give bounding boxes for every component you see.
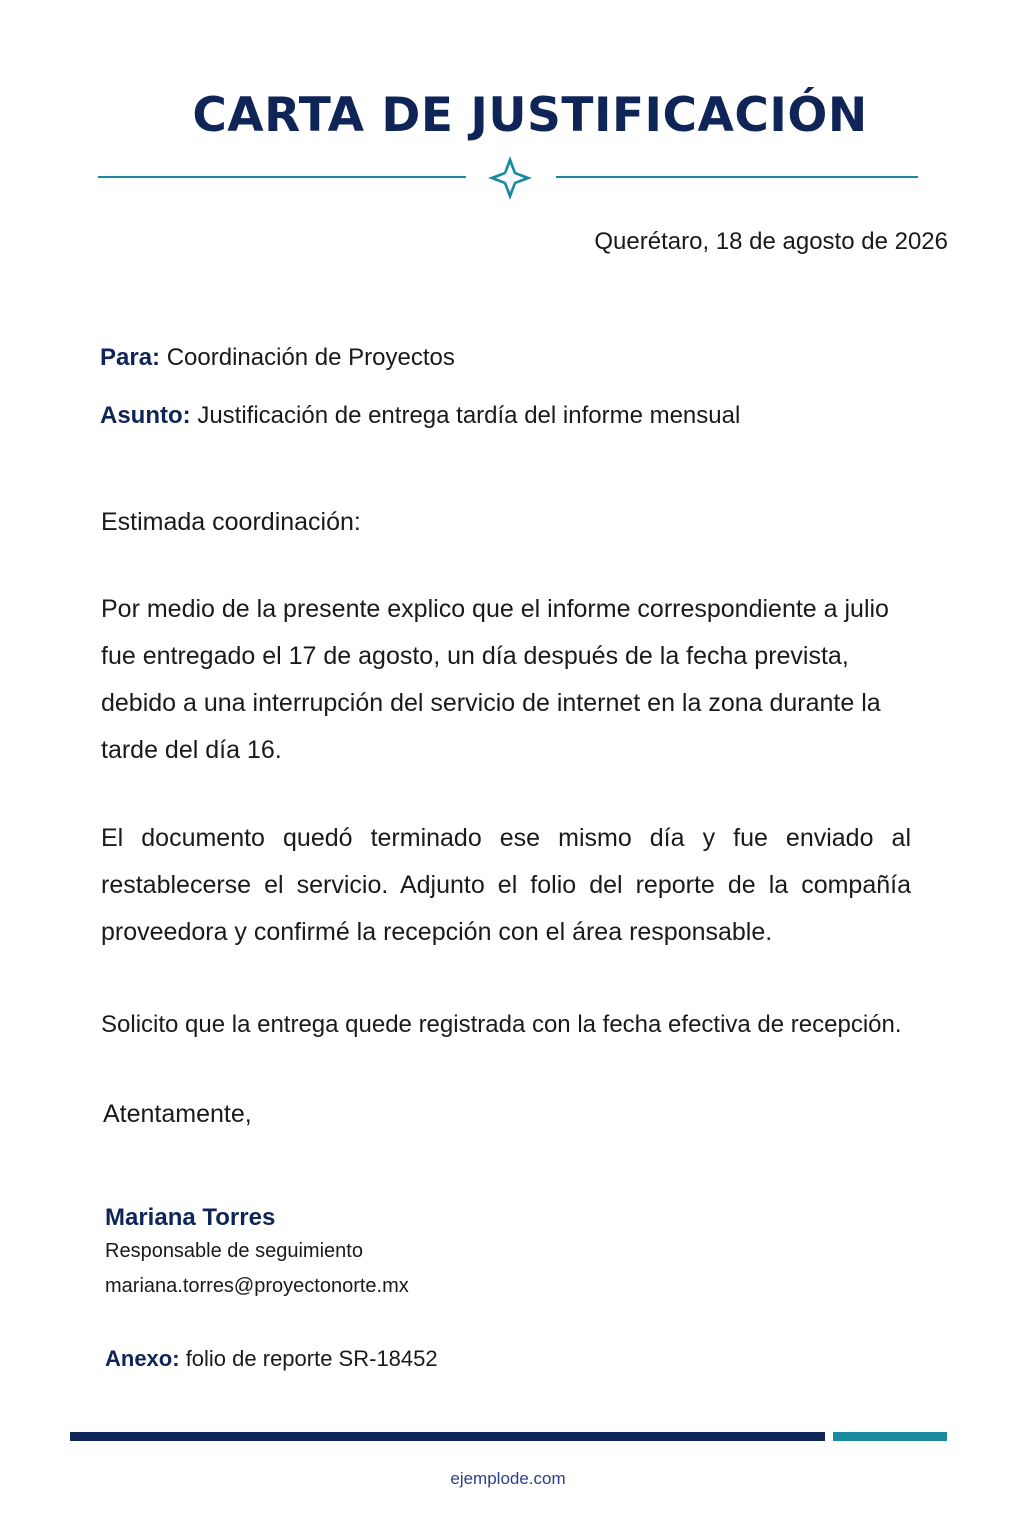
subject-label: Asunto: bbox=[100, 402, 191, 429]
place-date: Querétaro, 18 de agosto de 2026 bbox=[594, 228, 948, 255]
title-divider-right bbox=[556, 176, 918, 178]
document-title: CARTA DE JUSTIFICACIÓN bbox=[192, 88, 868, 143]
signature-email[interactable]: mariana.torres@proyectonorte.mx bbox=[105, 1275, 409, 1297]
annex-label: Anexo: bbox=[105, 1346, 180, 1371]
annex-value: folio de reporte SR-18452 bbox=[185, 1346, 438, 1371]
recipient-line bbox=[100, 344, 455, 372]
footer-bar-navy bbox=[70, 1432, 825, 1441]
body-paragraph-3: Solicito que la entrega quede registrada con la fecha efectiva de recepción. bbox=[101, 1011, 902, 1038]
subject-line bbox=[100, 402, 740, 430]
footer-website[interactable]: ejemplode.com bbox=[450, 1469, 566, 1488]
footer-bar-teal bbox=[833, 1432, 947, 1441]
closing: Atentamente, bbox=[103, 1100, 252, 1128]
title-divider-left bbox=[98, 176, 466, 178]
annex-line bbox=[105, 1346, 438, 1372]
subject-value: Justificación de entrega tardía del informe mensual bbox=[197, 402, 741, 429]
body-paragraph-2: El documento quedó terminado ese mismo día y fue enviado al restablecerse el servicio. Adjunto el folio del reporte de la compañía proveedora y confirmé la recepción con el área responsable. bbox=[101, 824, 911, 946]
signature-name: Mariana Torres bbox=[105, 1204, 276, 1231]
recipient-label: Para: bbox=[100, 344, 161, 371]
recipient-value: Coordinación de Proyectos bbox=[166, 344, 455, 371]
body-paragraph-1: Por medio de la presente explico que el informe correspondiente a julio fue entregado el 17 de agosto, un día después de la fecha prevista, debido a una interrupción del servicio de internet en la zona durante la tarde del día 16. bbox=[101, 595, 889, 764]
signature-role: Responsable de seguimiento bbox=[105, 1240, 363, 1262]
four-point-star-icon bbox=[486, 154, 534, 202]
greeting: Estimada coordinación: bbox=[101, 508, 361, 536]
